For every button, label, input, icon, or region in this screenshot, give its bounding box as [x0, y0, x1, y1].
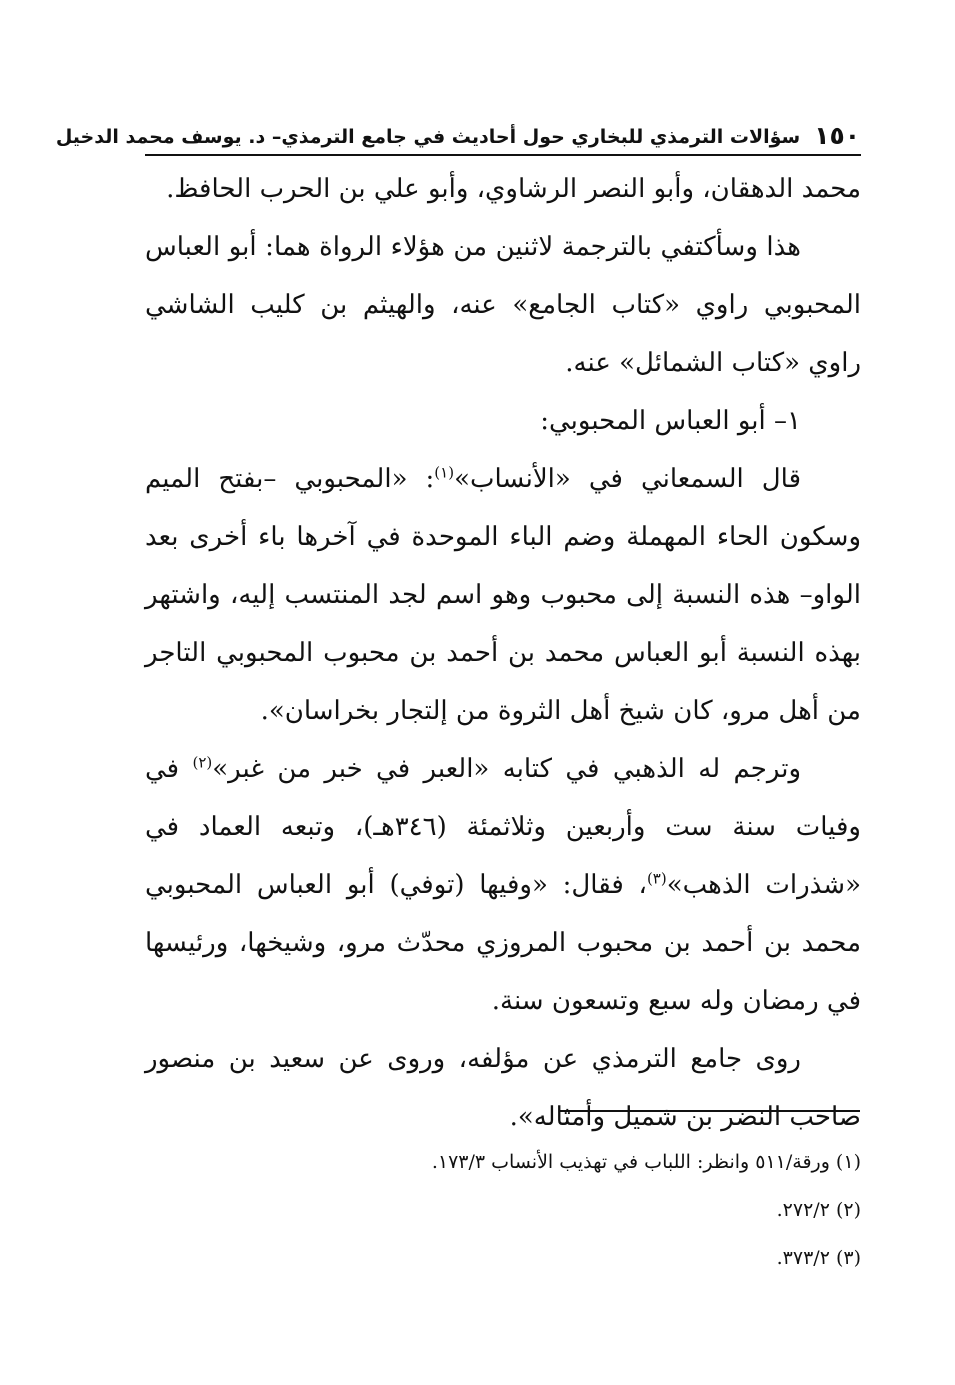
- paragraph: هذا وسأكتفي بالترجمة لاثنين من هؤلاء الرواة هما: أبو العباس المحبوبي راوي «كتاب الجامع» عنه، والهيثم بن كليب الشاشي راوي «كتاب الشمائل» عنه.: [145, 232, 861, 378]
- text-span: قال السمعاني في «الأنساب»: [454, 464, 801, 494]
- footnote-ref: (٢): [192, 753, 213, 772]
- footnote: (٣) ٣٧٣/٢.: [776, 1247, 861, 1269]
- paragraph-samani-quote: [145, 450, 861, 740]
- paragraph-continuation: محمد الدهقان، وأبو النصر الرشاوي، وأبو علي بن الحرب الحافظ.: [166, 174, 861, 204]
- text-span: في وفيات سنة ست وأربعين وثلاثمئة (٣٤٦هـ)، وتبعه العماد في «شذرات الذهب»: [145, 754, 861, 900]
- footnote: (١) ورقة/٥١١ وانظر: اللباب في تهذيب الأنساب ١٧٣/٣.: [431, 1151, 861, 1173]
- section-heading: ١– أبو العباس المحبوبي:: [540, 406, 801, 436]
- text-span: وترجم له الذهبي في كتابه «العبر في خبر من غبر»: [212, 754, 801, 784]
- paragraph-dhahabi: [145, 740, 861, 1030]
- footnote: (٢) ٢٧٢/٢.: [776, 1199, 861, 1221]
- header-rule: [145, 154, 861, 156]
- footnote-separator: [560, 1110, 860, 1112]
- text-span: : «المحبوبي –بفتح الميم وسكون الحاء المهملة وضم الباء الموحدة في آخرها باء أخرى بعد الواو– هذه النسبة إلى محبوب وهو اسم لجد المنتسب إليه، واشتهر بهذه النسبة أبو العباس محمد بن أحمد بن محبوب المحبوبي التاجر من أهل مرو، كان شيخ أهل الثروة من إلتجار بخراسان».: [145, 464, 861, 726]
- page-header: [55, 112, 860, 152]
- paragraph: روى جامع الترمذي عن مؤلفه، وروى عن سعيد بن منصور صاحب النضر بن شميل وأمثاله».: [145, 1044, 861, 1132]
- footnotes: [145, 1138, 861, 1282]
- main-text: [145, 160, 861, 1146]
- page-number: ١٥٠: [814, 121, 860, 150]
- footnote-ref: (٣): [646, 869, 667, 888]
- footnote-ref: (١): [434, 463, 455, 482]
- running-title: سؤالات الترمذي للبخاري حول أحاديث في جامع الترمذي– د. يوسف محمد الدخيل: [55, 126, 801, 148]
- text-span: ، فقال: «وفيها (توفي) أبو العباس المحبوبي محمد بن أحمد بن محبوب المروزي محدّث مرو، وشيخها، ورئيسها في رمضان وله سبع وتسعون سنة.: [145, 870, 861, 1016]
